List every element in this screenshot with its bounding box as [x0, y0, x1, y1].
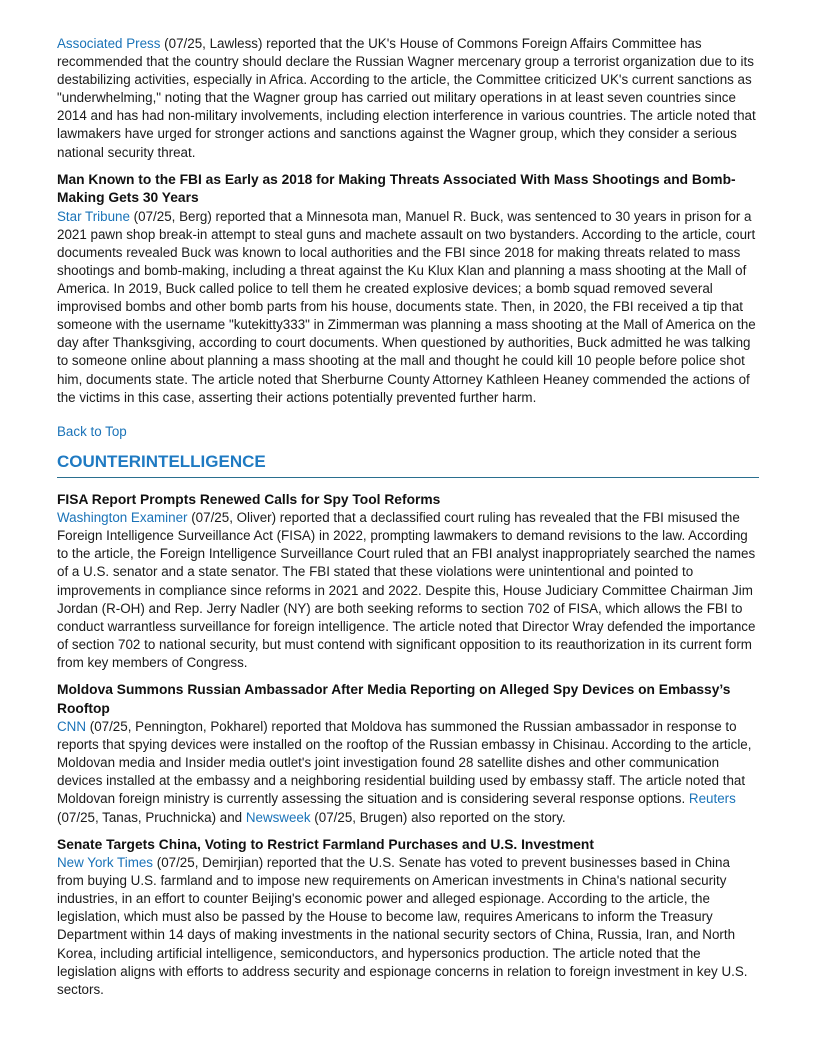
- article-senate-china: [57, 836, 759, 999]
- article-body: [57, 718, 759, 827]
- source-link-new-york-times[interactable]: New York Times: [57, 855, 154, 871]
- article-text: (07/25, Pennington, Pokharel) reported that Moldova has summoned the Russian ambassador in response to reports that spying devices were installed on the rooftop of the Russian embassy in Chisinau. According to the article, Moldovan media and Insider media outlet's joint investigation found 28 satellite dishes and other communication devices installed at the embassy and a neighboring residential building used by embassy staff. The article noted that Moldovan foreign ministry is currently assessing the situation and is considering several response options.: [57, 719, 752, 807]
- source-link-star-tribune[interactable]: Star Tribune: [57, 208, 130, 224]
- article-text: (07/25, Demirjian) reported that the U.S. Senate has voted to prevent businesses based in China from buying U.S. farmland and to impose new requirements on American investments in China's national security industries, in an effort to counter Beijing's economic power and alleged espionage. According to the article, the legislation, which must also be passed by the House to become law, requires Americans to inform the Treasury Department within 14 days of making investments in the national security sectors of China, Russia, Iran, and North Korea, including artificial intelligence, semiconductors, and hypersonics production. The article noted that the legislation aligns with efforts to address security and espionage concerns in relation to foreign investment in key U.S. sectors.: [57, 855, 748, 997]
- section-heading-counterintelligence: COUNTERINTELLIGENCE: [57, 451, 759, 478]
- source-link-washington-examiner[interactable]: Washington Examiner: [57, 510, 188, 526]
- article-body: [57, 854, 759, 999]
- article-title: Man Known to the FBI as Early as 2018 for Making Threats Associated With Mass Shootings and Bomb-Making Gets 30 Years: [57, 171, 736, 206]
- article-title: Moldova Summons Russian Ambassador After Media Reporting on Alleged Spy Devices on Embassy’s Rooftop: [57, 682, 731, 716]
- article-title: FISA Report Prompts Renewed Calls for Spy Tool Reforms: [57, 491, 441, 507]
- article-moldova: [57, 681, 759, 827]
- article-buck: [57, 171, 759, 407]
- article-text: (07/25, Brugen) also reported on the story.: [310, 809, 566, 825]
- article-body: [57, 208, 759, 407]
- article-title: Senate Targets China, Voting to Restrict Farmland Purchases and U.S. Investment: [57, 836, 594, 852]
- source-link-reuters[interactable]: Reuters: [688, 791, 736, 807]
- source-link-cnn[interactable]: CNN: [57, 719, 87, 735]
- source-link-newsweek[interactable]: Newsweek: [245, 809, 311, 825]
- intro-article-body: [57, 35, 759, 162]
- back-to-top-link[interactable]: Back to Top: [57, 423, 127, 439]
- article-body: [57, 509, 759, 672]
- article-text: (07/25, Berg) reported that a Minnesota man, Manuel R. Buck, was sentenced to 30 years in prison for a 2021 pawn shop break-in attempt to steal guns and machete assault on two bystanders. According to the article, court documents revealed Buck was known to local authorities and the FBI since 2018 for making threats related to mass shootings and bomb-making, including a threat against the Ku Klux Klan and planning a mass shooting at the Mall of America. In 2019, Buck called police to tell them he created explosive devices; a bomb squad removed several improvised bombs and other bomb parts from his house, documents state. Then, in 2020, the FBI received a tip that someone with the username "kutekitty333" in Zimmerman was planning a mass shooting at the Mall of America on the day after Thanksgiving, according to court documents. When questioned by authorities, Buck admitted he was talking to someone online about planning a mass shooting at the mall and thought he could kill 10 people before police shot him, documents state. The article noted that Sherburne County Attorney Kathleen Heaney commended the actions of the victims in this case, asserting their actions potentially prevented further harm.: [57, 208, 756, 405]
- article-fisa: [57, 491, 759, 672]
- intro-article-text: (07/25, Lawless) reported that the UK's House of Commons Foreign Affairs Committee has recommended that the country should declare the Russian Wagner mercenary group a terrorist organization due to its destabilizing activities, especially in Africa. According to the article, the Committee criticized UK's current sanctions as "underwhelming," noting that the Wagner group has carried out military operations in at least seven countries since 2014 and has had non-military involvements, including election interference in various countries. The article noted that lawmakers have urged for stronger actions and sanctions against the Wagner group, which they consider a serious national security threat.: [57, 36, 756, 160]
- article-text: (07/25, Oliver) reported that a declassified court ruling has revealed that the FBI misused the Foreign Intelligence Surveillance Act (FISA) in 2022, prompting lawmakers to demand revisions to the law. According to the article, the Foreign Intelligence Surveillance Court ruled that an FBI analyst inappropriately searched the names of a U.S. senator and a state senator. The FBI stated that these violations were unintentional and pointed to improvements in compliance since reforms in 2021 and 2022. Despite this, House Judiciary Committee Chairman Jim Jordan (R-OH) and Rep. Jerry Nadler (NY) are both seeking reforms to section 702 of FISA, which allows the FBI to conduct warrantless surveillance for foreign intelligence. The article noted that Director Wray defended the importance of section 702 to national security, but must contend with significant opposition to its reauthorization in its current form from key members of Congress.: [57, 510, 756, 670]
- source-link-associated-press[interactable]: Associated Press: [57, 36, 161, 51]
- article-text: (07/25, Tanas, Pruchnicka) and: [57, 809, 246, 825]
